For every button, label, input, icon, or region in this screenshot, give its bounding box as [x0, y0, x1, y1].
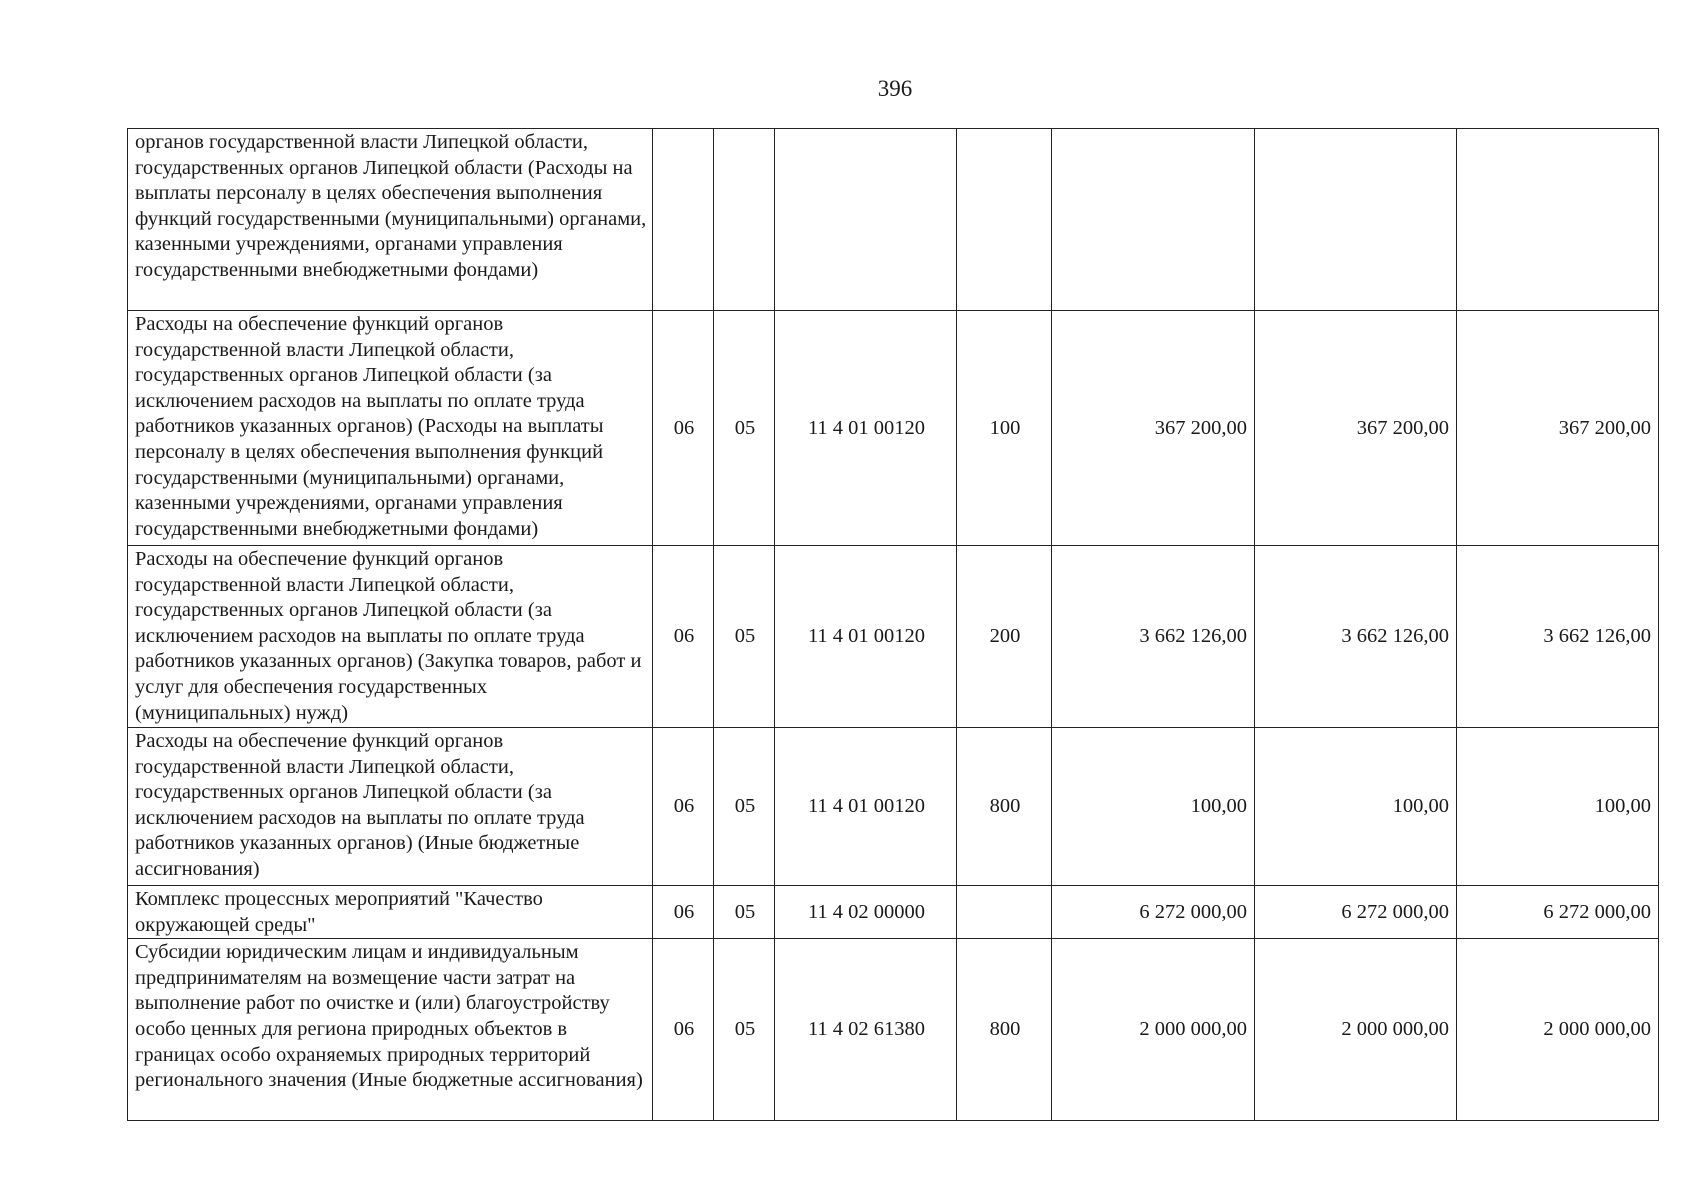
amount-year-2: 100,00 [1255, 728, 1457, 886]
section-code: 06 [653, 546, 714, 728]
target-article-code: 11 4 02 61380 [775, 939, 957, 1121]
section-code [653, 129, 714, 311]
amount-year-1 [1052, 129, 1255, 311]
expense-type-code: 800 [957, 728, 1052, 886]
row-description: органов государственной власти Липецкой области, государственных органов Липецкой области (Расходы на выплаты персоналу в целях обеспечения выполнения функций государственными (муниципальными) органами, казенными учреждениями, органами управления государственными внебюджетными фондами) [128, 129, 653, 311]
expense-type-code [957, 886, 1052, 939]
row-description: Расходы на обеспечение функций органов государственной власти Липецкой области, государственных органов Липецкой области (за исключением расходов на выплаты по оплате труда работников указанных органов) (Расходы на выплаты персоналу в целях обеспечения выполнения функций государственными (муниципальными) органами, казенными учреждениями, органами управления государственными внебюджетными фондами) [128, 311, 653, 546]
amount-year-2: 2 000 000,00 [1255, 939, 1457, 1121]
amount-year-2: 3 662 126,00 [1255, 546, 1457, 728]
page-number: 396 [877, 76, 913, 101]
subsection-code: 05 [714, 311, 775, 546]
target-article-code: 11 4 02 00000 [775, 886, 957, 939]
amount-year-3: 100,00 [1457, 728, 1659, 886]
target-article-code: 11 4 01 00120 [775, 546, 957, 728]
target-article-code [775, 129, 957, 311]
amount-year-2: 367 200,00 [1255, 311, 1457, 546]
subsection-code: 05 [714, 728, 775, 886]
amount-year-1: 2 000 000,00 [1052, 939, 1255, 1121]
amount-year-3: 2 000 000,00 [1457, 939, 1659, 1121]
table-row [128, 939, 1659, 1121]
table-row [128, 311, 1659, 546]
subsection-code: 05 [714, 886, 775, 939]
section-code: 06 [653, 311, 714, 546]
section-code: 06 [653, 728, 714, 886]
amount-year-1: 367 200,00 [1052, 311, 1255, 546]
row-description: Субсидии юридическим лицам и индивидуальным предпринимателям на возмещение части затрат на выполнение работ по очистке и (или) благоустройству особо ценных для региона природных объектов в границах особо охраняемых природных территорий регионального значения (Иные бюджетные ассигнования) [128, 939, 653, 1121]
row-description: Расходы на обеспечение функций органов государственной власти Липецкой области, государственных органов Липецкой области (за исключением расходов на выплаты по оплате труда работников указанных органов) (Закупка товаров, работ и услуг для обеспечения государственных (муниципальных) нужд) [128, 546, 653, 728]
budget-table [127, 128, 1659, 1121]
amount-year-3: 367 200,00 [1457, 311, 1659, 546]
expense-type-code: 800 [957, 939, 1052, 1121]
subsection-code [714, 129, 775, 311]
table-row [128, 886, 1659, 939]
amount-year-2 [1255, 129, 1457, 311]
row-description: Расходы на обеспечение функций органов государственной власти Липецкой области, государственных органов Липецкой области (за исключением расходов на выплаты по оплате труда работников указанных органов) (Иные бюджетные ассигнования) [128, 728, 653, 886]
expense-type-code: 100 [957, 311, 1052, 546]
row-description: Комплекс процессных мероприятий "Качество окружающей среды" [128, 886, 653, 939]
amount-year-2: 6 272 000,00 [1255, 886, 1457, 939]
amount-year-3: 6 272 000,00 [1457, 886, 1659, 939]
amount-year-1: 3 662 126,00 [1052, 546, 1255, 728]
expense-type-code [957, 129, 1052, 311]
table-row [128, 546, 1659, 728]
amount-year-3: 3 662 126,00 [1457, 546, 1659, 728]
expense-type-code: 200 [957, 546, 1052, 728]
table-row [128, 129, 1659, 311]
target-article-code: 11 4 01 00120 [775, 728, 957, 886]
section-code: 06 [653, 886, 714, 939]
amount-year-3 [1457, 129, 1659, 311]
target-article-code: 11 4 01 00120 [775, 311, 957, 546]
amount-year-1: 100,00 [1052, 728, 1255, 886]
table-row [128, 728, 1659, 886]
amount-year-1: 6 272 000,00 [1052, 886, 1255, 939]
section-code: 06 [653, 939, 714, 1121]
subsection-code: 05 [714, 546, 775, 728]
subsection-code: 05 [714, 939, 775, 1121]
